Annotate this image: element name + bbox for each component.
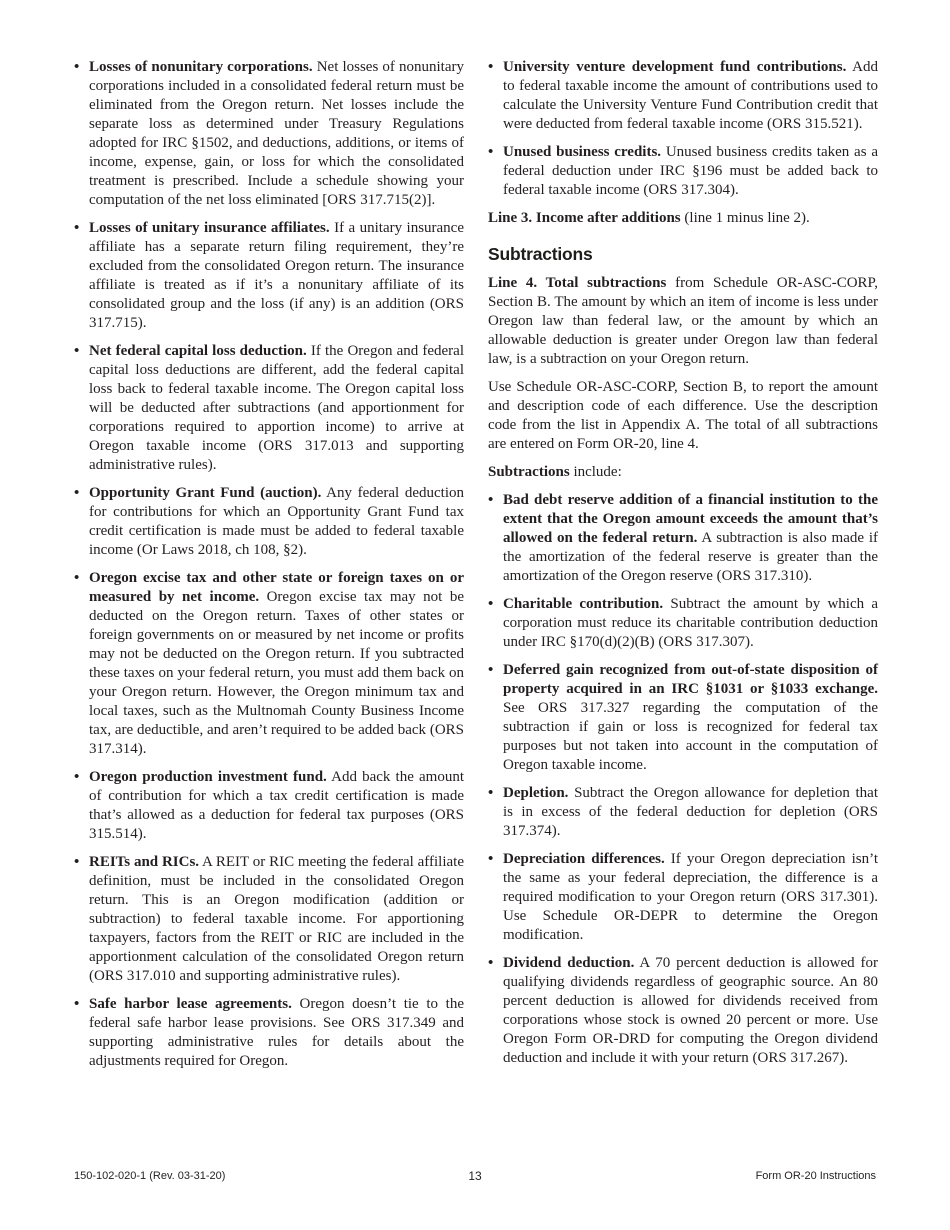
bullet-item xyxy=(488,850,878,945)
bullet-lead: REITs and RICs. xyxy=(89,854,200,870)
bullet-item xyxy=(488,784,878,841)
bullet-item xyxy=(74,569,464,759)
bullet-lead: Oregon production investment fund. xyxy=(89,769,327,785)
bullet-lead: Net federal capital loss deduction. xyxy=(89,343,307,359)
bullet-item xyxy=(74,219,464,333)
bullet-body: A 70 percent deduction is allowed for qualifying dividends regardless of geographic source. An 80 percent deduction is allowed for dividends received from corporations whose stock is owned 20 percent or more. Use Oregon Form OR-DRD for computing the Oregon dividend deduction and include it with your return (ORS 317.267). xyxy=(503,955,878,1066)
bullet-lead: Bad debt reserve addition of a financial institution to the extent that the Oregon amount exceeds the amount that’s allowed on the federal return. xyxy=(503,492,878,546)
bullet-body: Net losses of nonunitary corporations included in a consolidated federal return must be eliminated from the Oregon return. Net losses include the separate loss as determined under Treasury Regulations adopted for IRC §1502, and deductions, additions, or items of income, expense, gain, or loss for which the consolidated treatment is prescribed. Include a schedule showing your computation of the net loss eliminated [ORS 317.715(2)]. xyxy=(89,59,464,208)
bullet-item xyxy=(488,143,878,200)
bullet-lead: University venture development fund contributions. xyxy=(503,59,847,75)
bullet-lead: Charitable contribution. xyxy=(503,596,664,612)
bullet-lead: Losses of nonunitary corporations. xyxy=(89,59,313,75)
bullet-item xyxy=(74,995,464,1071)
line-4-text: from Schedule OR-ASC-CORP, Section B. The amount by which an item of income is less under Oregon law than federal law, or the amount by which an allowable deduction is greater under Oregon law than federal law, is a subtraction on your Oregon return. xyxy=(488,275,878,367)
bullet-lead: Dividend deduction. xyxy=(503,955,635,971)
line-3-text: (line 1 minus line 2). xyxy=(680,210,810,226)
additions-bullet-list-right xyxy=(488,58,878,200)
bullet-body: A subtraction is also made if the amortization of the federal reserve is greater than the amortization of the Oregon reserve (ORS 317.310). xyxy=(503,530,879,584)
bullet-body: Oregon doesn’t tie to the federal safe harbor lease provisions. See ORS 317.349 and supporting administrative rules for details about the adjustments required for Oregon. xyxy=(89,996,465,1069)
bullet-item xyxy=(74,768,464,844)
page-footer xyxy=(74,1170,876,1186)
subtractions-include-lead: Subtractions xyxy=(488,464,570,480)
bullet-body: If a unitary insurance affiliate has a separate return filing requirement, they’re excluded from the consolidated Oregon return. The insurance affiliate is treated as if it’s a nonunitary affiliate of its consolidated group and the loss (if any) is an addition (ORS 317.715). xyxy=(89,220,464,331)
bullet-lead: Depletion. xyxy=(503,785,569,801)
bullet-item xyxy=(74,342,464,475)
left-column xyxy=(74,58,464,1071)
bullet-item xyxy=(488,491,878,586)
line-4-paragraph xyxy=(488,274,878,369)
bullet-body: See ORS 317.327 regarding the computation of the subtraction if gain or loss is recognized for federal tax purposes but not taken into account in the computation of Oregon taxable income. xyxy=(503,700,878,773)
bullet-body: Subtract the Oregon allowance for depletion that is in excess of the federal deduction for depletion (ORS 317.374). xyxy=(503,785,878,839)
bullet-item xyxy=(74,58,464,210)
subtractions-bullet-list xyxy=(488,491,878,1068)
bullet-item xyxy=(488,58,878,134)
bullet-lead: Deferred gain recognized from out-of-state disposition of property acquired in an IRC §1031 or §1033 exchange. xyxy=(503,662,878,697)
line-4-label: Line 4. Total subtractions xyxy=(488,275,667,291)
bullet-lead: Unused business credits. xyxy=(503,144,662,160)
bullet-item xyxy=(488,595,878,652)
bullet-body: Any federal deduction for contributions for which an Opportunity Grant Fund tax credit certification is made must be added to federal taxable income (Or Laws 2018, ch 108, §2). xyxy=(89,485,464,558)
bullet-body: Add to federal taxable income the amount of contributions used to calculate the University Venture Fund Contribution credit that were deducted from federal taxable income (ORS 315.521). xyxy=(503,59,878,132)
additions-bullet-list-left xyxy=(74,58,464,1071)
footer-form-title: Form OR-20 Instructions xyxy=(755,1170,876,1182)
subtractions-include-text: include: xyxy=(569,464,622,480)
bullet-item xyxy=(488,661,878,775)
line-3-paragraph xyxy=(488,209,878,228)
bullet-body: A REIT or RIC meeting the federal affiliate definition, must be included in the consolidated Oregon return. This is an Oregon modification (addition or subtraction) to federal taxable income. For apportioning taxpayers, factors from the REIT or RIC are included in the apportionment calculation of the consolidated Oregon return (ORS 317.010 and supporting administrative rules). xyxy=(89,854,464,984)
bullet-body: If the Oregon and federal capital loss deductions are different, add the federal capital loss back to federal taxable income. The Oregon capital loss will be deducted after subtractions (and apportionment for corporations required to apportion income) to arrive at Oregon taxable income (ORS 317.013 and supporting administrative rules). xyxy=(89,343,465,473)
bullet-lead: Depreciation differences. xyxy=(503,851,665,867)
footer-page-number: 13 xyxy=(468,1169,482,1183)
bullet-body: If your Oregon depreciation isn’t the same as your federal depreciation, the difference is a required modification to your Oregon return (ORS 317.301). Use Schedule OR-DEPR to determine the Oregon modification. xyxy=(503,851,879,943)
subtractions-include-line xyxy=(488,463,878,482)
bullet-body: Unused business credits taken as a federal deduction under IRC §196 must be added back to federal taxable income (ORS 317.304). xyxy=(503,144,878,198)
bullet-body: Add back the amount of contribution for which a tax credit certification is made that’s allowed as a deduction for federal tax purposes (ORS 315.514). xyxy=(89,769,464,842)
use-schedule-paragraph: Use Schedule OR-ASC-CORP, Section B, to report the amount and description code of each difference. Use the description code from the list in Appendix A. The total of all subtractions are entered on Form OR-20, line 4. xyxy=(488,379,878,452)
bullet-lead: Oregon excise tax and other state or foreign taxes on or measured by net income. xyxy=(89,570,464,605)
bullet-item xyxy=(74,484,464,560)
line-3-label: Line 3. Income after additions xyxy=(488,210,681,226)
right-column xyxy=(488,58,878,1068)
bullet-lead: Losses of unitary insurance affiliates. xyxy=(89,220,330,236)
bullet-body: Oregon excise tax may not be deducted on the Oregon return. Taxes of other states or foreign governments on or measured by net income or profits may not be deducted on the Oregon return. If you subtracted these taxes on your federal return, you must add them back on your Oregon return. However, the Oregon minimum tax and local taxes, such as the Multnomah County Business Income tax, are deductible, and aren’t required to be added back (ORS 317.314). xyxy=(89,589,464,757)
bullet-item xyxy=(488,954,878,1068)
bullet-lead: Safe harbor lease agreements. xyxy=(89,996,292,1012)
bullet-item xyxy=(74,853,464,986)
footer-form-number: 150-102-020-1 (Rev. 03-31-20) xyxy=(74,1170,226,1182)
bullet-lead: Opportunity Grant Fund (auction). xyxy=(89,485,322,501)
bullet-body: Subtract the amount by which a corporation must reduce its charitable contribution deduction under IRC §170(d)(2)(B) (ORS 317.307). xyxy=(503,596,878,650)
subtractions-heading: Subtractions xyxy=(488,244,593,264)
